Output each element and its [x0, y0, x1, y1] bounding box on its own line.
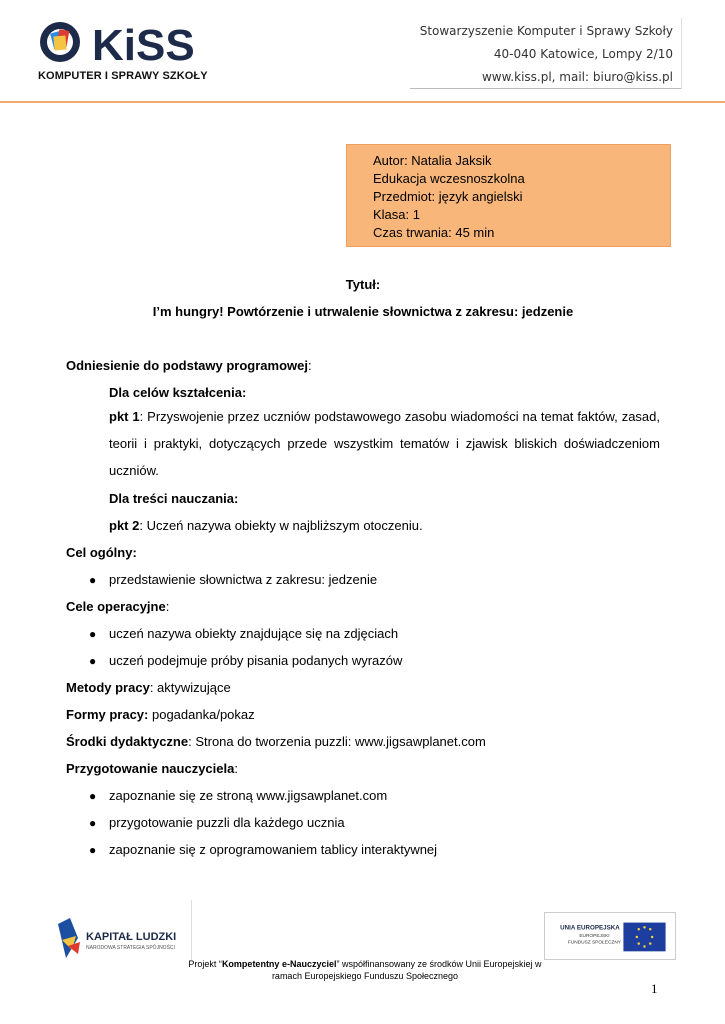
- lesson-info-box: [346, 144, 671, 247]
- svg-text:EUROPEJSKI: EUROPEJSKI: [579, 933, 610, 939]
- education-goals-heading: Dla celów kształcenia:: [109, 385, 247, 400]
- info-author: Autor: Natalia Jaksik: [373, 153, 492, 168]
- eu-social-fund-logo: [544, 912, 676, 960]
- svg-text:FUNDUSZ SPOŁECZNY: FUNDUSZ SPOŁECZNY: [567, 940, 621, 946]
- header-divider-thin: [410, 88, 682, 89]
- org-address: 40-040 Katowice, Lompy 2/10: [493, 47, 673, 61]
- info-duration: Czas trwania: 45 min: [373, 225, 495, 240]
- teacher-preparation-heading: Przygotowanie nauczyciela:: [66, 761, 238, 776]
- header-contact: [403, 20, 673, 89]
- work-methods: Metody pracy: aktywizujące: [66, 680, 231, 695]
- bullet-icon: ●: [89, 654, 97, 668]
- svg-text:UNIA EUROPEJSKA: UNIA EUROPEJSKA: [560, 924, 620, 932]
- pkt2-paragraph: pkt 2: Uczeń nazywa obiekty w najbliższym otoczeniu.: [109, 518, 423, 533]
- bullet-icon: ●: [89, 573, 97, 587]
- list-item: ● przedstawienie słownictwa z zakresu: jedzenie: [89, 572, 378, 587]
- bullet-icon: ●: [89, 627, 97, 641]
- footer-divider: [191, 900, 192, 960]
- bullet-icon: ●: [89, 843, 97, 857]
- list-item: ● przygotowanie puzzli dla każdego ucznia: [89, 815, 345, 830]
- info-class: Klasa: 1: [373, 207, 420, 222]
- teaching-content-heading: Dla treści nauczania:: [109, 491, 239, 506]
- svg-text:NARODOWA STRATEGIA SPÓJNOŚCI: NARODOWA STRATEGIA SPÓJNOŚCI: [86, 945, 175, 951]
- info-subject: Przedmiot: język angielski: [373, 189, 523, 204]
- org-contact: www.kiss.pl, mail: biuro@kiss.pl: [481, 70, 673, 84]
- project-funding-note: Projekt “Kompetentny e-Nauczyciel” współfinansowany ze środków Unii Europejskiej w ramach Europejskiego Funduszu Społecznego: [188, 959, 542, 981]
- list-item: ● uczeń nazywa obiekty znajdujące się na zdjęciach: [89, 626, 399, 641]
- info-level: Edukacja wczesnoszkolna: [373, 171, 525, 186]
- page-number: 1: [651, 981, 658, 996]
- svg-text:KAPITAŁ LUDZKI: KAPITAŁ LUDZKI: [86, 931, 177, 943]
- list-item: ● zapoznanie się z oprogramowaniem tablicy interaktywnej: [89, 842, 438, 857]
- title-label: Tytuł:: [345, 277, 381, 292]
- list-item: ● zapoznanie się ze stroną www.jigsawplanet.com: [89, 788, 388, 803]
- header-vertical-divider: [681, 18, 682, 89]
- org-name: Stowarzyszenie Komputer i Sprawy Szkoły: [419, 24, 673, 38]
- logo-caption: KOMPUTER I SPRAWY SZKOŁY: [38, 70, 208, 82]
- bullet-icon: ●: [89, 789, 97, 803]
- pkt1-paragraph: pkt 1: Przyswojenie przez uczniów podstawowego zasobu wiadomości na temat faktów, zasad, teorii i praktyki, dotyczących przede wszystkim tematów i zjawisk bliskich doświadczeniom uczniów.: [109, 409, 660, 478]
- logo-word: KiSS: [92, 21, 195, 70]
- list-item: ● uczeń podejmuje próby pisania podanych wyrazów: [89, 653, 403, 668]
- bullet-icon: ●: [89, 816, 97, 830]
- operational-goals-heading: Cele operacyjne:: [66, 599, 170, 614]
- lesson-title: I’m hungry! Powtórzenie i utrwalenie słownictwa z zakresu: jedzenie: [152, 304, 574, 319]
- teaching-tools: Środki dydaktyczne: Strona do tworzenia puzzli: www.jigsawplanet.com: [66, 734, 486, 749]
- header-divider: [0, 101, 725, 103]
- work-forms: Formy pracy: pogadanka/pokaz: [66, 707, 255, 722]
- general-goal-heading: Cel ogólny:: [66, 545, 137, 560]
- curriculum-reference: Odniesienie do podstawy programowej:: [66, 358, 312, 373]
- kapital-ludzki-logo: [56, 918, 186, 960]
